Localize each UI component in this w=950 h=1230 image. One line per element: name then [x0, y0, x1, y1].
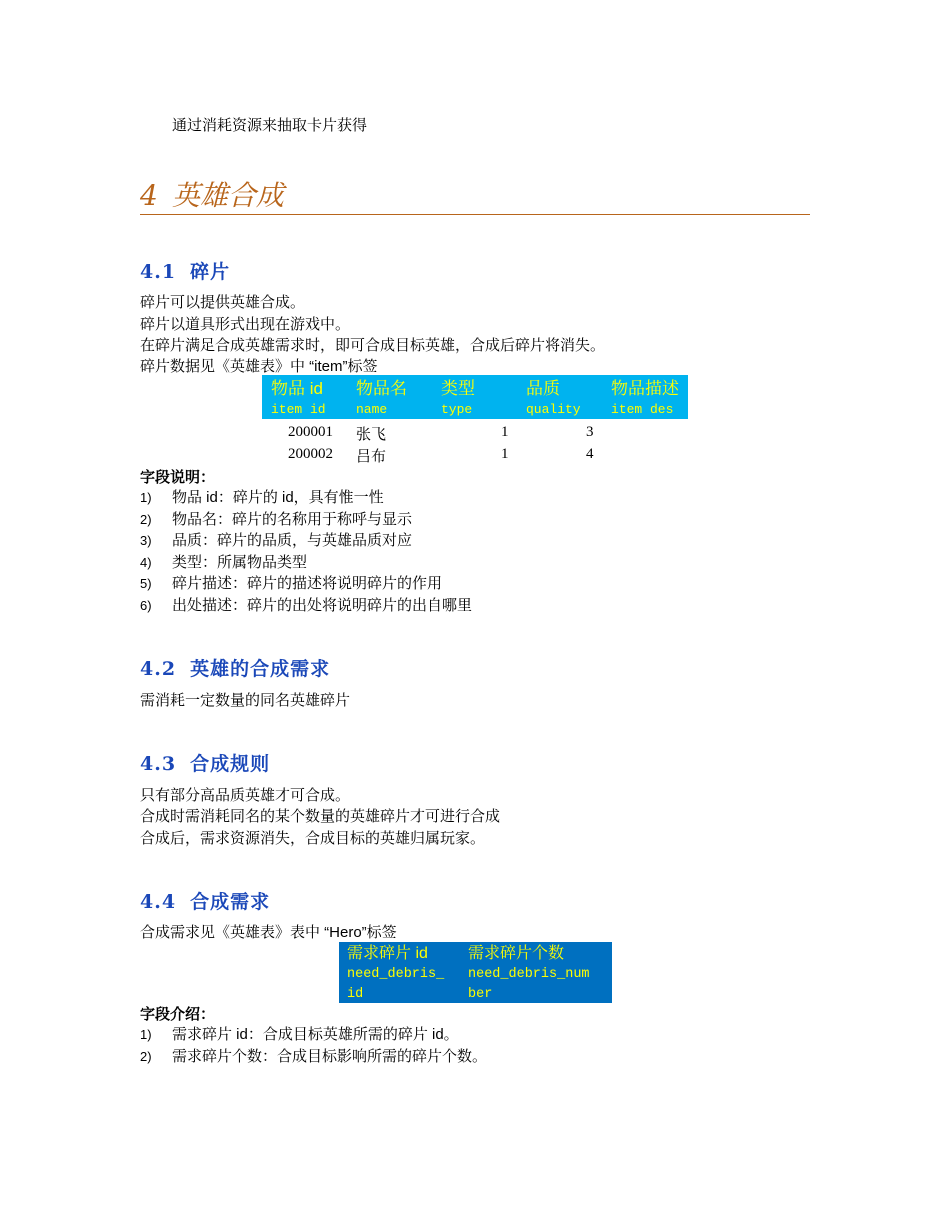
heading-4-2	[140, 654, 330, 681]
paragraph: 在碎片满足合成英雄需求时，即可合成目标英雄，合成后碎片将消失。	[140, 337, 606, 354]
paragraph: 需消耗一定数量的同名英雄碎片	[140, 692, 351, 709]
hero-table-header	[339, 942, 612, 1003]
paragraph: 合成后，需求资源消失，合成目标的英雄归属玩家。	[140, 830, 486, 847]
heading-title: 合成规则	[190, 753, 271, 775]
paragraph: 碎片数据见《英雄表》中 “item”标签	[140, 358, 378, 375]
heading-number: 4.3	[140, 753, 177, 775]
heading-section-4	[140, 178, 810, 215]
intro-text: 通过消耗资源来抽取卡片获得	[172, 117, 368, 134]
paragraph: 碎片可以提供英雄合成。	[140, 294, 306, 311]
heading-title: 碎片	[190, 261, 231, 283]
table-cell: 200002	[288, 446, 333, 462]
paragraph: 合成需求见《英雄表》表中 “Hero”标签	[140, 924, 397, 941]
list-item: 4) 类型：所属物品类型	[140, 554, 308, 571]
table-header-cell: 品质 quality	[526, 379, 581, 417]
table-cell: 1	[501, 424, 509, 440]
table-header-cell: 物品名 name	[356, 379, 407, 417]
list-item: 1) 需求碎片 id：合成目标英雄所需的碎片 id。	[140, 1026, 459, 1043]
table-header-cell: 需求碎片个数 need_debris_num ber	[468, 945, 590, 1002]
item-table-header	[262, 375, 688, 419]
heading-title: 英雄的合成需求	[190, 658, 331, 680]
list-item: 3) 品质：碎片的品质，与英雄品质对应	[140, 532, 413, 549]
table-cell: 4	[586, 446, 594, 462]
table-header-cell: 物品 id item id	[271, 379, 326, 417]
list-item: 1) 物品 id：碎片的 id，具有惟一性	[140, 489, 384, 506]
paragraph: 合成时需消耗同名的某个数量的英雄碎片才可进行合成	[140, 808, 501, 825]
heading-title: 合成需求	[190, 891, 271, 913]
heading-4-1	[140, 257, 230, 284]
heading-number: 4	[140, 179, 158, 212]
fields-title: 字段说明：	[140, 469, 216, 486]
list-item: 2) 物品名：碎片的名称用于称呼与显示	[140, 511, 413, 528]
table-header-cell: 类型 type	[441, 379, 475, 417]
table-cell: 吕布	[356, 448, 387, 465]
heading-4-4	[140, 887, 270, 914]
heading-4-3	[140, 749, 270, 776]
paragraph: 只有部分高品质英雄才可合成。	[140, 787, 351, 804]
heading-title: 英雄合成	[171, 179, 284, 212]
list-item: 6) 出处描述：碎片的出处将说明碎片的出自哪里	[140, 597, 473, 614]
table-cell: 1	[501, 446, 509, 462]
table-cell: 张飞	[356, 426, 387, 443]
table-cell: 3	[586, 424, 594, 440]
heading-number: 4.2	[140, 658, 177, 680]
table-header-cell: 需求碎片 id need_debris_ id	[347, 945, 445, 1002]
list-item: 2) 需求碎片个数：合成目标影响所需的碎片个数。	[140, 1048, 488, 1065]
table-header-cell: 物品描述 item des	[611, 379, 679, 417]
fields-title: 字段介绍：	[140, 1006, 216, 1023]
list-item: 5) 碎片描述：碎片的描述将说明碎片的作用	[140, 575, 443, 592]
heading-number: 4.1	[140, 261, 177, 283]
paragraph: 碎片以道具形式出现在游戏中。	[140, 316, 351, 333]
heading-number: 4.4	[140, 891, 177, 913]
table-cell: 200001	[288, 424, 333, 440]
